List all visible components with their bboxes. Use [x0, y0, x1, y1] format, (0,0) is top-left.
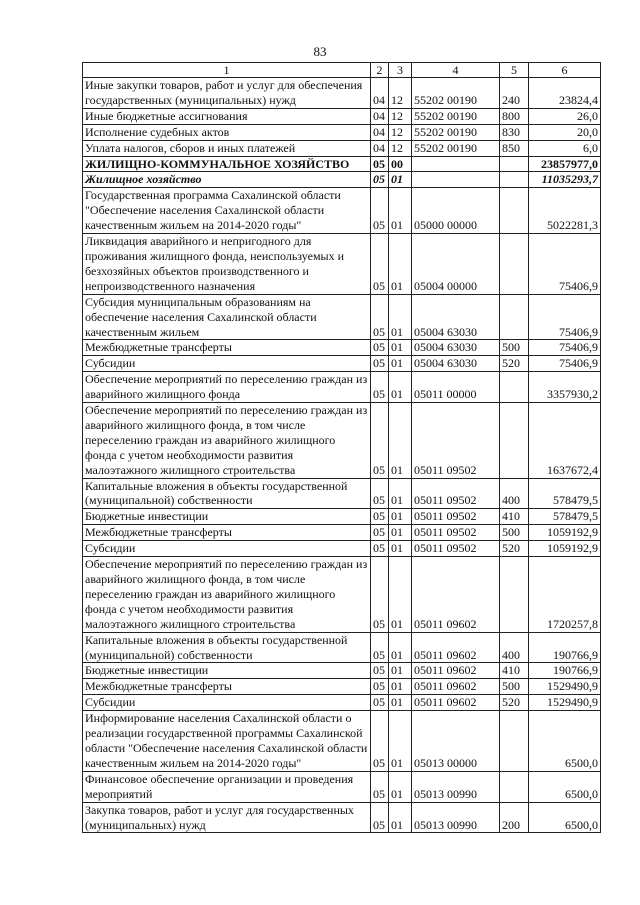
amount: 1059192,9 — [529, 541, 601, 557]
subsection-code: 01 — [389, 372, 412, 403]
table-row — [83, 771, 601, 802]
section-code: 05 — [371, 509, 389, 525]
table-row — [83, 340, 601, 356]
subsection-code: 01 — [389, 188, 412, 234]
table-row — [83, 140, 601, 156]
table-row — [83, 509, 601, 525]
section-code: 05 — [371, 234, 389, 295]
section-code: 05 — [371, 403, 389, 479]
expense-type-code — [500, 156, 529, 172]
table-row — [83, 372, 601, 403]
expense-type-code — [500, 188, 529, 234]
subsection-code: 01 — [389, 557, 412, 633]
subsection-code: 12 — [389, 108, 412, 124]
subsection-code: 01 — [389, 403, 412, 479]
section-code: 04 — [371, 124, 389, 140]
section-code: 04 — [371, 108, 389, 124]
table-row — [83, 108, 601, 124]
table-row — [83, 695, 601, 711]
expense-type-code — [500, 771, 529, 802]
table-row — [83, 78, 601, 109]
section-code: 04 — [371, 78, 389, 109]
table-row — [83, 632, 601, 663]
expense-type-code: 240 — [500, 78, 529, 109]
section-code: 05 — [371, 356, 389, 372]
amount: 75406,9 — [529, 340, 601, 356]
target-article-code: 05013 00990 — [412, 771, 500, 802]
expense-type-code: 410 — [500, 663, 529, 679]
amount: 26,0 — [529, 108, 601, 124]
subsection-code: 01 — [389, 340, 412, 356]
table-row — [83, 172, 601, 188]
section-code: 05 — [371, 541, 389, 557]
target-article-code: 05011 09502 — [412, 525, 500, 541]
target-article-code: 05011 09602 — [412, 557, 500, 633]
target-article-code: 55202 00190 — [412, 108, 500, 124]
section-code: 05 — [371, 802, 389, 833]
target-article-code: 05000 00000 — [412, 188, 500, 234]
amount: 1529490,9 — [529, 695, 601, 711]
amount: 75406,9 — [529, 294, 601, 340]
section-code: 05 — [371, 478, 389, 509]
target-article-code: 05011 09602 — [412, 663, 500, 679]
expense-type-code — [500, 234, 529, 295]
table-row — [83, 403, 601, 479]
row-name: Капитальные вложения в объекты государственной (муниципальной) собственности — [83, 632, 371, 663]
row-name: Бюджетные инвестиции — [83, 509, 371, 525]
subsection-code: 01 — [389, 234, 412, 295]
target-article-code: 05013 00990 — [412, 802, 500, 833]
expense-type-code — [500, 557, 529, 633]
expense-type-code: 200 — [500, 802, 529, 833]
target-article-code: 05004 63030 — [412, 294, 500, 340]
expense-type-code: 400 — [500, 478, 529, 509]
subsection-code: 01 — [389, 711, 412, 772]
row-name: ЖИЛИЩНО-КОММУНАЛЬНОЕ ХОЗЯЙСТВО — [83, 156, 371, 172]
target-article-code — [412, 172, 500, 188]
target-article-code — [412, 156, 500, 172]
table-row — [83, 541, 601, 557]
amount: 23824,4 — [529, 78, 601, 109]
target-article-code: 05004 00000 — [412, 234, 500, 295]
subsection-code: 00 — [389, 156, 412, 172]
target-article-code: 05011 09602 — [412, 632, 500, 663]
section-code: 05 — [371, 557, 389, 633]
table-row — [83, 478, 601, 509]
target-article-code: 05011 09502 — [412, 509, 500, 525]
amount: 75406,9 — [529, 234, 601, 295]
expense-type-code: 400 — [500, 632, 529, 663]
section-code: 05 — [371, 525, 389, 541]
table-row — [83, 711, 601, 772]
section-code: 05 — [371, 172, 389, 188]
section-code: 05 — [371, 663, 389, 679]
amount: 6500,0 — [529, 802, 601, 833]
table-row — [83, 294, 601, 340]
section-code: 05 — [371, 632, 389, 663]
row-name: Межбюджетные трансферты — [83, 340, 371, 356]
row-name: Ликвидация аварийного и непригодного для проживания жилищного фонда, неиспользуемых и безхозяйных объектов производственного и непроизводственного назначения — [83, 234, 371, 295]
expense-type-code — [500, 711, 529, 772]
expense-type-code — [500, 172, 529, 188]
row-name: Межбюджетные трансферты — [83, 525, 371, 541]
expense-type-code: 520 — [500, 356, 529, 372]
row-name: Субсидии — [83, 541, 371, 557]
expense-type-code: 830 — [500, 124, 529, 140]
table-row — [83, 663, 601, 679]
subsection-code: 01 — [389, 802, 412, 833]
amount: 5022281,3 — [529, 188, 601, 234]
row-name: Обеспечение мероприятий по переселению граждан из аварийного жилищного фонда, в том числе переселению граждан из аварийного жилищного фонда с учетом необходимости развития малоэтажного жилищного строительства — [83, 403, 371, 479]
amount: 1059192,9 — [529, 525, 601, 541]
section-code: 05 — [371, 679, 389, 695]
target-article-code: 05011 09502 — [412, 541, 500, 557]
amount: 6,0 — [529, 140, 601, 156]
subsection-code: 12 — [389, 140, 412, 156]
amount: 23857977,0 — [529, 156, 601, 172]
row-name: Иные закупки товаров, работ и услуг для обеспечения государственных (муниципальных) нужд — [83, 78, 371, 109]
target-article-code: 05004 63030 — [412, 340, 500, 356]
header-cell: 5 — [500, 63, 529, 78]
row-name: Государственная программа Сахалинской области "Обеспечение населения Сахалинской области качественным жильем на 2014-2020 годы" — [83, 188, 371, 234]
subsection-code: 12 — [389, 124, 412, 140]
target-article-code: 05011 09602 — [412, 679, 500, 695]
subsection-code: 12 — [389, 78, 412, 109]
row-name: Бюджетные инвестиции — [83, 663, 371, 679]
expense-type-code: 500 — [500, 340, 529, 356]
amount: 578479,5 — [529, 509, 601, 525]
expense-type-code: 520 — [500, 541, 529, 557]
subsection-code: 01 — [389, 525, 412, 541]
row-name: Финансовое обеспечение организации и проведения мероприятий — [83, 771, 371, 802]
amount: 20,0 — [529, 124, 601, 140]
amount: 190766,9 — [529, 632, 601, 663]
table-row — [83, 156, 601, 172]
expense-type-code: 520 — [500, 695, 529, 711]
expense-type-code: 850 — [500, 140, 529, 156]
target-article-code: 05011 09602 — [412, 695, 500, 711]
target-article-code: 55202 00190 — [412, 78, 500, 109]
amount: 6500,0 — [529, 711, 601, 772]
row-name: Субсидии — [83, 695, 371, 711]
row-name: Уплата налогов, сборов и иных платежей — [83, 140, 371, 156]
expense-type-code: 800 — [500, 108, 529, 124]
target-article-code: 05004 63030 — [412, 356, 500, 372]
table-row — [83, 234, 601, 295]
target-article-code: 05011 09502 — [412, 478, 500, 509]
amount: 3357930,2 — [529, 372, 601, 403]
subsection-code: 01 — [389, 771, 412, 802]
amount: 1637672,4 — [529, 403, 601, 479]
expense-type-code — [500, 294, 529, 340]
row-name: Иные бюджетные ассигнования — [83, 108, 371, 124]
row-name: Жилищное хозяйство — [83, 172, 371, 188]
header-row — [83, 63, 601, 78]
subsection-code: 01 — [389, 294, 412, 340]
header-cell: 6 — [529, 63, 601, 78]
subsection-code: 01 — [389, 541, 412, 557]
header-cell: 3 — [389, 63, 412, 78]
row-name: Информирование населения Сахалинской области о реализации государственной программы Сахалинской области "Обеспечение населения Сахалинской области качественным жильем на 2014-2020 годы" — [83, 711, 371, 772]
table-row — [83, 124, 601, 140]
table-row — [83, 802, 601, 833]
expense-type-code — [500, 372, 529, 403]
row-name: Субсидии — [83, 356, 371, 372]
expense-type-code: 500 — [500, 679, 529, 695]
table-row — [83, 356, 601, 372]
subsection-code: 01 — [389, 356, 412, 372]
budget-table — [82, 62, 601, 833]
table-row — [83, 679, 601, 695]
amount: 578479,5 — [529, 478, 601, 509]
section-code: 05 — [371, 695, 389, 711]
row-name: Исполнение судебных актов — [83, 124, 371, 140]
table-row — [83, 525, 601, 541]
subsection-code: 01 — [389, 679, 412, 695]
expense-type-code — [500, 403, 529, 479]
row-name: Закупка товаров, работ и услуг для государственных (муниципальных) нужд — [83, 802, 371, 833]
section-code: 05 — [371, 771, 389, 802]
table-row — [83, 188, 601, 234]
amount: 1720257,8 — [529, 557, 601, 633]
amount: 11035293,7 — [529, 172, 601, 188]
subsection-code: 01 — [389, 632, 412, 663]
amount: 6500,0 — [529, 771, 601, 802]
page-number: 83 — [313, 44, 327, 59]
amount: 75406,9 — [529, 356, 601, 372]
header-cell: 2 — [371, 63, 389, 78]
amount: 190766,9 — [529, 663, 601, 679]
header-cell: 1 — [83, 63, 371, 78]
target-article-code: 55202 00190 — [412, 124, 500, 140]
section-code: 05 — [371, 188, 389, 234]
table-row — [83, 557, 601, 633]
header-cell: 4 — [412, 63, 500, 78]
expense-type-code: 500 — [500, 525, 529, 541]
subsection-code: 01 — [389, 478, 412, 509]
target-article-code: 05013 00000 — [412, 711, 500, 772]
target-article-code: 55202 00190 — [412, 140, 500, 156]
section-code: 05 — [371, 372, 389, 403]
subsection-code: 01 — [389, 172, 412, 188]
subsection-code: 01 — [389, 663, 412, 679]
row-name: Капитальные вложения в объекты государственной (муниципальной) собственности — [83, 478, 371, 509]
target-article-code: 05011 09502 — [412, 403, 500, 479]
section-code: 05 — [371, 711, 389, 772]
target-article-code: 05011 00000 — [412, 372, 500, 403]
expense-type-code: 410 — [500, 509, 529, 525]
row-name: Субсидия муниципальным образованиям на обеспечение населения Сахалинской области качественным жильем — [83, 294, 371, 340]
row-name: Обеспечение мероприятий по переселению граждан из аварийного жилищного фонда, в том числе переселению граждан из аварийного жилищного фонда с учетом необходимости развития малоэтажного жилищного строительства — [83, 557, 371, 633]
section-code: 05 — [371, 294, 389, 340]
section-code: 05 — [371, 340, 389, 356]
section-code: 05 — [371, 156, 389, 172]
row-name: Межбюджетные трансферты — [83, 679, 371, 695]
subsection-code: 01 — [389, 509, 412, 525]
subsection-code: 01 — [389, 695, 412, 711]
amount: 1529490,9 — [529, 679, 601, 695]
section-code: 04 — [371, 140, 389, 156]
row-name: Обеспечение мероприятий по переселению граждан из аварийного жилищного фонда — [83, 372, 371, 403]
